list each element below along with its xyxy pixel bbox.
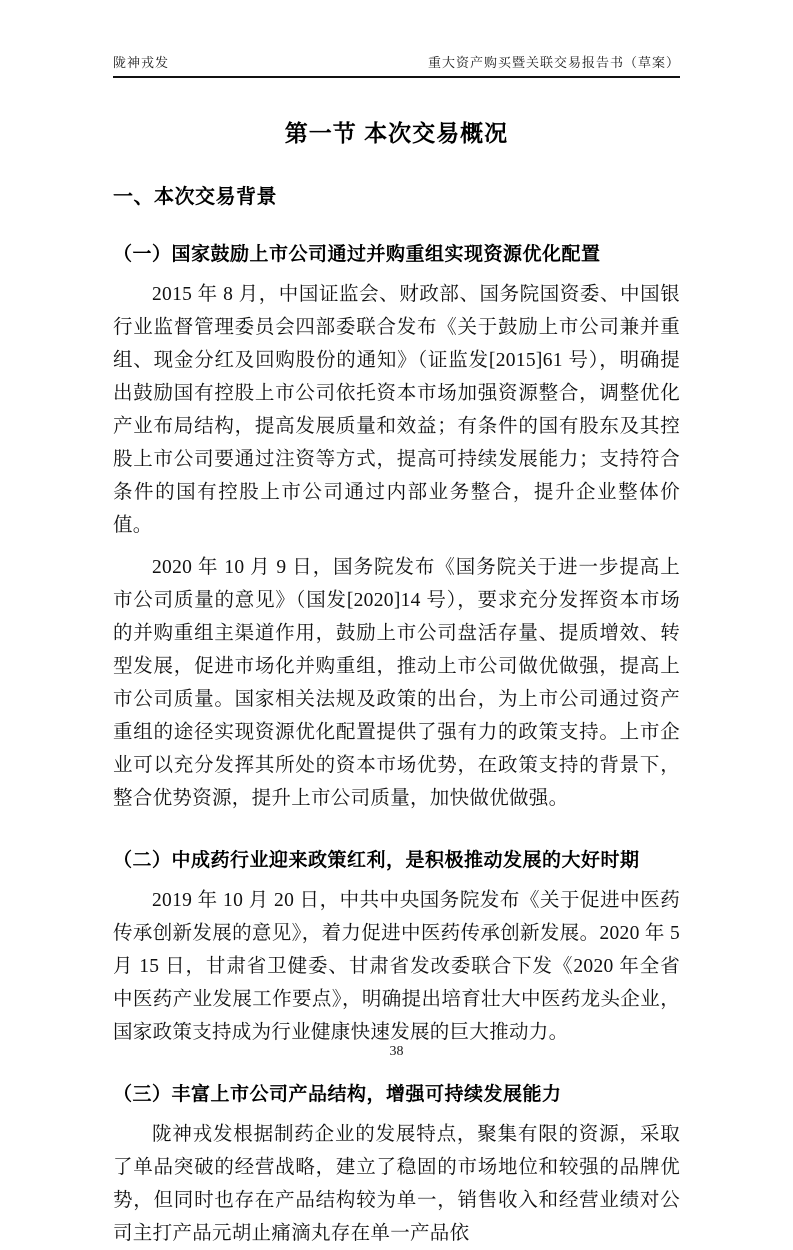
page-header	[113, 52, 680, 78]
section-heading-background: 一、本次交易背景	[113, 186, 277, 208]
header-company-name: 陇神戎发	[113, 55, 170, 70]
chapter-title: 第一节 本次交易概况	[284, 120, 509, 146]
header-report-title: 重大资产购买暨关联交易报告书（草案）	[427, 55, 680, 70]
paragraph-policy-2020: 2020 年 10 月 9 日，国务院发布《国务院关于进一步提高上市公司质量的意见》（国发[2020]14 号），要求充分发挥资本市场的并购重组主渠道作用，鼓励上市公司盘活存量、提质增效、转型发展，促进市场化并购重组，推动上市公司做优做强，提高上市公司质量。国家相关法规及政策的出台，为上市公司通过资产重组的途径实现资源优化配置提供了强有力的政策支持。上市企业可以充分发挥其所处的资本市场优势，在政策支持的背景下，整合优势资源，提升上市公司质量，加快做优做强。	[113, 557, 680, 809]
subsection-heading-2: （二）中成药行业迎来政策红利，是积极推动发展的大好时期	[113, 850, 640, 871]
paragraph-tcm-policy: 2019 年 10 月 20 日，中共中央国务院发布《关于促进中医药传承创新发展的意见》，着力促进中医药传承创新发展。2020 年 5 月 15 日，甘肃省卫健委、甘肃省发改委联合下发《2020 年全省中医药产业发展工作要点》，明确提出培育壮大中医药龙头企业，国家政策支持成为行业健康快速发展的巨大推动力。	[113, 890, 680, 1043]
subsection-heading-1: （一）国家鼓励上市公司通过并购重组实现资源优化配置	[113, 244, 601, 265]
paragraph-policy-2015: 2015 年 8 月，中国证监会、财政部、国务院国资委、中国银行业监督管理委员会四部委联合发布《关于鼓励上市公司兼并重组、现金分红及回购股份的通知》（证监发[2015]61 号），明确提出鼓励国有控股上市公司依托资本市场加强资源整合，调整优化产业布局结构，提高发展质量和效益；有条件的国有股东及其控股上市公司要通过注资等方式，提高可持续发展能力；支持符合条件的国有控股上市公司通过内部业务整合，提升企业整体价值。	[113, 284, 680, 536]
page-footer	[0, 1044, 793, 1060]
paragraph-product-structure: 陇神戎发根据制药企业的发展特点，聚集有限的资源，采取了单品突破的经营战略，建立了稳固的市场地位和较强的品牌优势，但同时也存在产品结构较为单一，销售收入和经营业绩对公司主打产品元胡止痛滴丸存在单一产品依	[113, 1124, 680, 1244]
subsection-heading-3: （三）丰富上市公司产品结构，增强可持续发展能力	[113, 1084, 562, 1105]
page-number: 38	[389, 1044, 404, 1059]
